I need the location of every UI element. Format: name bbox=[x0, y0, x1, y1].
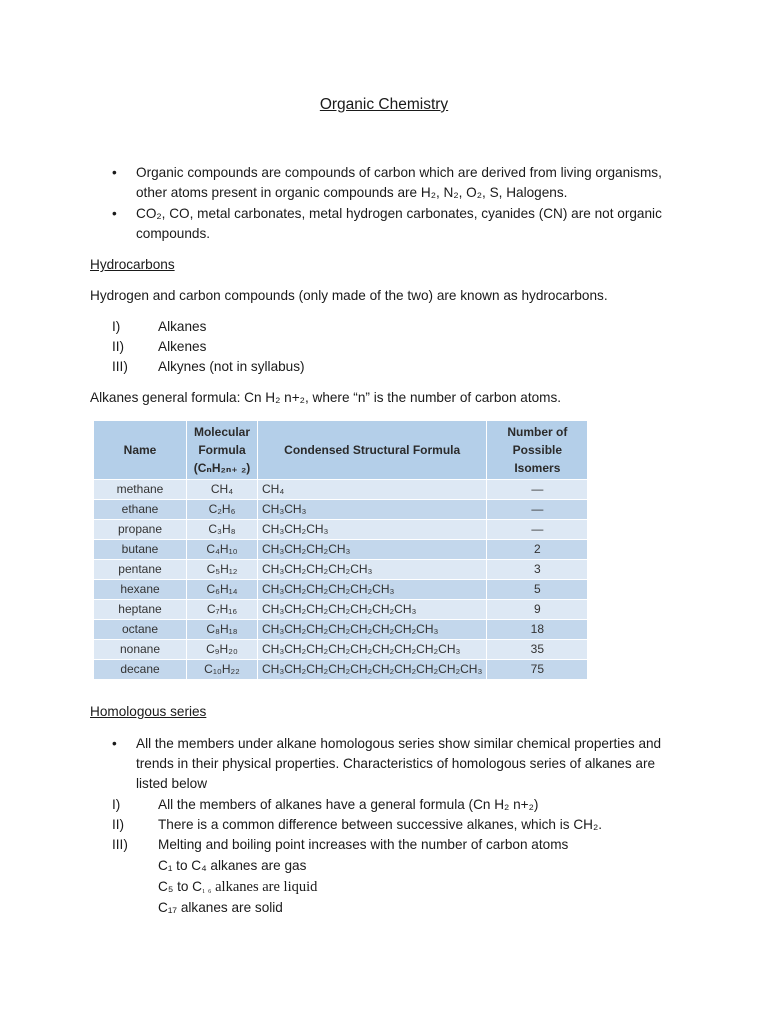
cell-condensed: CH₄ bbox=[258, 480, 487, 500]
cell-isomers: — bbox=[487, 500, 588, 520]
section-heading-hydrocarbons: Hydrocarbons bbox=[90, 257, 175, 272]
cell-name: ethane bbox=[94, 500, 187, 520]
cell-isomers: 2 bbox=[487, 540, 588, 560]
state-text-part: C₅ to C bbox=[158, 879, 203, 894]
table-row bbox=[94, 600, 588, 620]
cell-isomers: 35 bbox=[487, 640, 588, 660]
list-number: III) bbox=[112, 837, 128, 852]
header-molecular bbox=[187, 421, 258, 480]
cell-name: propane bbox=[94, 520, 187, 540]
cell-condensed: CH₃CH₂CH₂CH₃ bbox=[258, 540, 487, 560]
cell-molecular: C₆H₁₄ bbox=[187, 580, 258, 600]
table-header-row bbox=[94, 421, 588, 480]
table-row bbox=[94, 580, 588, 600]
cell-name: octane bbox=[94, 620, 187, 640]
state-text-part: ₁ ₆ bbox=[202, 883, 212, 894]
cell-molecular: C₄H₁₀ bbox=[187, 540, 258, 560]
header-isomers bbox=[487, 421, 588, 480]
bullet-organic-compounds bbox=[112, 163, 687, 203]
bullet-text: CO₂, CO, metal carbonates, metal hydrogen carbonates, cyanides (CN) are not organic compounds. bbox=[136, 206, 662, 241]
state-text-part: alkanes are liquid bbox=[211, 879, 318, 895]
cell-isomers: 75 bbox=[487, 660, 588, 680]
cell-isomers: 18 bbox=[487, 620, 588, 640]
table-row bbox=[94, 620, 588, 640]
header-name: Name bbox=[94, 421, 187, 480]
bullet-homologous bbox=[112, 734, 687, 794]
cell-condensed: CH₃CH₂CH₂CH₂CH₂CH₂CH₂CH₂CH₂CH₃ bbox=[258, 660, 487, 680]
page-title: Organic Chemistry bbox=[319, 96, 449, 113]
table-row bbox=[94, 540, 588, 560]
bullet-not-organic bbox=[112, 204, 687, 244]
list-label: Alkynes (not in syllabus) bbox=[158, 359, 305, 374]
header-molecular-line3: (CₙH₂ₙ₊ ₂) bbox=[193, 461, 251, 475]
cell-molecular: C₃H₈ bbox=[187, 520, 258, 540]
header-condensed: Condensed Structural Formula bbox=[258, 421, 487, 480]
cell-molecular: C₂H₆ bbox=[187, 500, 258, 520]
list-number: II) bbox=[112, 817, 125, 832]
header-molecular-line2: Formula bbox=[198, 443, 246, 457]
bullet-text: All the members under alkane homologous series show similar chemical properties and trends in their physical properties. Characteristics of homologous series of alkanes are listed below bbox=[136, 736, 662, 791]
cell-isomers: 9 bbox=[487, 600, 588, 620]
alkanes-table bbox=[93, 420, 588, 680]
cell-name: methane bbox=[94, 480, 187, 500]
cell-molecular: C₁₀H₂₂ bbox=[187, 660, 258, 680]
cell-condensed: CH₃CH₂CH₂CH₂CH₂CH₂CH₂CH₃ bbox=[258, 620, 487, 640]
cell-condensed: CH₃CH₃ bbox=[258, 500, 487, 520]
header-isomers-line2: Possible Isomers bbox=[512, 443, 563, 475]
cell-name: heptane bbox=[94, 600, 187, 620]
list-label: Alkanes bbox=[158, 319, 207, 334]
cell-condensed: CH₃CH₂CH₂CH₂CH₂CH₂CH₃ bbox=[258, 600, 487, 620]
alkanes-formula-line: Alkanes general formula: Cn H₂ n+₂, where “n” is the number of carbon atoms. bbox=[90, 390, 562, 405]
bullet-text: Organic compounds are compounds of carbon which are derived from living organisms, other atoms present in organic compounds are H₂, N₂, O₂, S, Halogens. bbox=[136, 165, 662, 200]
state-text: C₁ to C₄ alkanes are gas bbox=[158, 858, 307, 873]
list-label: Melting and boiling point increases with the number of carbon atoms bbox=[158, 837, 569, 852]
list-number: III) bbox=[112, 359, 128, 374]
section-heading-homologous: Homologous series bbox=[90, 704, 207, 719]
cell-condensed: CH₃CH₂CH₃ bbox=[258, 520, 487, 540]
cell-name: pentane bbox=[94, 560, 187, 580]
cell-molecular: C₉H₂₀ bbox=[187, 640, 258, 660]
cell-isomers: 3 bbox=[487, 560, 588, 580]
bullet-icon: • bbox=[112, 736, 117, 751]
hydrocarbons-definition: Hydrogen and carbon compounds (only made of the two) are known as hydrocarbons. bbox=[90, 288, 608, 303]
cell-name: decane bbox=[94, 660, 187, 680]
table-row bbox=[94, 640, 588, 660]
table-row bbox=[94, 500, 588, 520]
header-molecular-line1: Molecular bbox=[193, 425, 250, 439]
table-row bbox=[94, 480, 588, 500]
cell-condensed: CH₃CH₂CH₂CH₂CH₂CH₂CH₂CH₂CH₃ bbox=[258, 640, 487, 660]
cell-name: nonane bbox=[94, 640, 187, 660]
header-isomers-line1: Number of bbox=[507, 425, 568, 439]
cell-condensed: CH₃CH₂CH₂CH₂CH₂CH₃ bbox=[258, 580, 487, 600]
list-number: II) bbox=[112, 339, 125, 354]
list-number: I) bbox=[112, 319, 121, 334]
cell-molecular: CH₄ bbox=[187, 480, 258, 500]
list-label: All the members of alkanes have a general formula (Cn H₂ n+₂) bbox=[158, 797, 539, 812]
cell-molecular: C₅H₁₂ bbox=[187, 560, 258, 580]
list-label: There is a common difference between successive alkanes, which is CH₂. bbox=[158, 817, 603, 832]
table-row bbox=[94, 660, 588, 680]
cell-name: butane bbox=[94, 540, 187, 560]
table-row bbox=[94, 560, 588, 580]
cell-name: hexane bbox=[94, 580, 187, 600]
list-number: I) bbox=[112, 797, 121, 812]
cell-molecular: C₇H₁₆ bbox=[187, 600, 258, 620]
state-text: C₁₇ alkanes are solid bbox=[158, 900, 283, 915]
list-label: Alkenes bbox=[158, 339, 207, 354]
cell-isomers: 5 bbox=[487, 580, 588, 600]
bullet-icon: • bbox=[112, 206, 117, 221]
cell-condensed: CH₃CH₂CH₂CH₂CH₃ bbox=[258, 560, 487, 580]
table-row bbox=[94, 520, 588, 540]
cell-isomers: — bbox=[487, 480, 588, 500]
state-text bbox=[158, 877, 317, 899]
cell-molecular: C₈H₁₈ bbox=[187, 620, 258, 640]
bullet-icon: • bbox=[112, 165, 117, 180]
cell-isomers: — bbox=[487, 520, 588, 540]
